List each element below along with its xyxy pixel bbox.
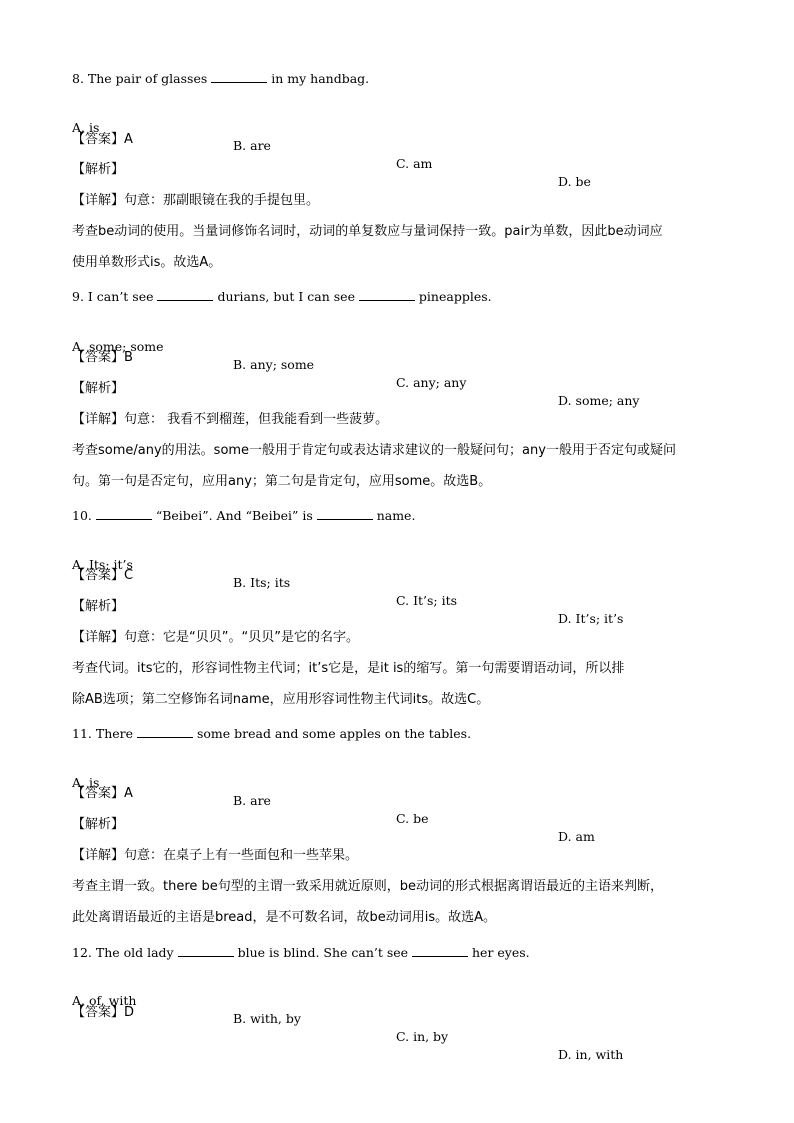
detail-text: 【详解】句意： 我看不到榴莲，但我能看到一些菠萝。 (72, 412, 389, 427)
explanation-line: 考查代词。its它的，形容词性物主代词；it’s它是，是it is的缩写。第一句需要谓语动词，所以排 (72, 661, 625, 676)
detail-text: 【详解】句意：在桌子上有一些面包和一些苹果。 (72, 848, 359, 863)
option-a: A. Its; it’s (72, 557, 133, 572)
answer-label: 【答案】B (72, 350, 133, 365)
option-a: A. is (72, 775, 100, 790)
analysis-label: 【解析】 (72, 162, 125, 177)
explanation-line: 句。第一句是否定句，应用any；第二句是肯定句，应用some。故选B。 (72, 474, 492, 489)
option-d: D. some; any (558, 393, 640, 408)
option-d: D. am (558, 829, 595, 844)
question-12-options (72, 974, 746, 1082)
explanation-line: 考查some/any的用法。some一般用于肯定句或表达请求建议的一般疑问句；any一般用于否定句或疑问 (72, 443, 676, 458)
answer-label: 【答案】D (72, 1005, 135, 1020)
explanation-line: 此处离谓语最近的主语是bread，是不可数名词，故be动词用is。故选A。 (72, 910, 497, 925)
answer-blank (359, 288, 415, 301)
option-d: D. It’s; it’s (558, 611, 624, 626)
option-c: C. in, by (396, 1029, 449, 1044)
option-b: B. any; some (233, 357, 315, 372)
answer-blank (178, 944, 234, 957)
option-b: B. Its; its (233, 575, 291, 590)
explanation-line: 除AB选项；第二空修饰名词name，应用形容词性物主代词its。故选C。 (72, 692, 490, 707)
question-10-stem: 10. “Beibei”. And “Beibei” is name. (72, 508, 416, 523)
option-d: D. be (558, 174, 591, 189)
question-12-stem: 12. The old lady blue is blind. She can’t see her eyes. (72, 945, 530, 960)
option-c: C. It’s; its (396, 593, 458, 608)
answer-blank (96, 507, 152, 520)
option-c: C. be (396, 811, 429, 826)
explanation-line: 考查主谓一致。there be句型的主谓一致采用就近原则，be动词的形式根据离谓语最近的主语来判断， (72, 879, 664, 894)
option-c: C. any; any (396, 375, 467, 390)
option-b: B. are (233, 793, 271, 808)
analysis-label: 【解析】 (72, 381, 125, 396)
analysis-label: 【解析】 (72, 817, 125, 832)
answer-label: 【答案】A (72, 132, 133, 147)
question-8-stem: 8. The pair of glasses in my handbag. (72, 71, 370, 86)
detail-text: 【详解】句意：那副眼镜在我的手提包里。 (72, 193, 320, 208)
answer-blank (412, 944, 468, 957)
option-a: A. some; some (72, 339, 164, 354)
question-11-stem: 11. There some bread and some apples on the tables. (72, 726, 472, 741)
answer-blank (211, 70, 267, 83)
option-b: B. with, by (233, 1011, 301, 1026)
answer-label: 【答案】A (72, 786, 133, 801)
answer-blank (157, 288, 213, 301)
analysis-label: 【解析】 (72, 599, 125, 614)
detail-text: 【详解】句意：它是“贝贝”。“贝贝”是它的名字。 (72, 630, 359, 645)
answer-blank (137, 725, 193, 738)
question-9-stem: 9. I can’t see durians, but I can see pineapples. (72, 289, 492, 304)
option-b: B. are (233, 138, 271, 153)
option-a: A. is (72, 120, 100, 135)
answer-label: 【答案】C (72, 568, 134, 583)
option-d: D. in, with (558, 1047, 624, 1062)
option-a: A. of, with (72, 993, 137, 1008)
answer-blank (317, 507, 373, 520)
option-c: C. am (396, 156, 433, 171)
explanation-line: 考查be动词的使用。当量词修饰名词时，动词的单复数应与量词保持一致。pair为单数，因此be动词应 (72, 224, 663, 239)
explanation-line: 使用单数形式is。故选A。 (72, 255, 222, 270)
